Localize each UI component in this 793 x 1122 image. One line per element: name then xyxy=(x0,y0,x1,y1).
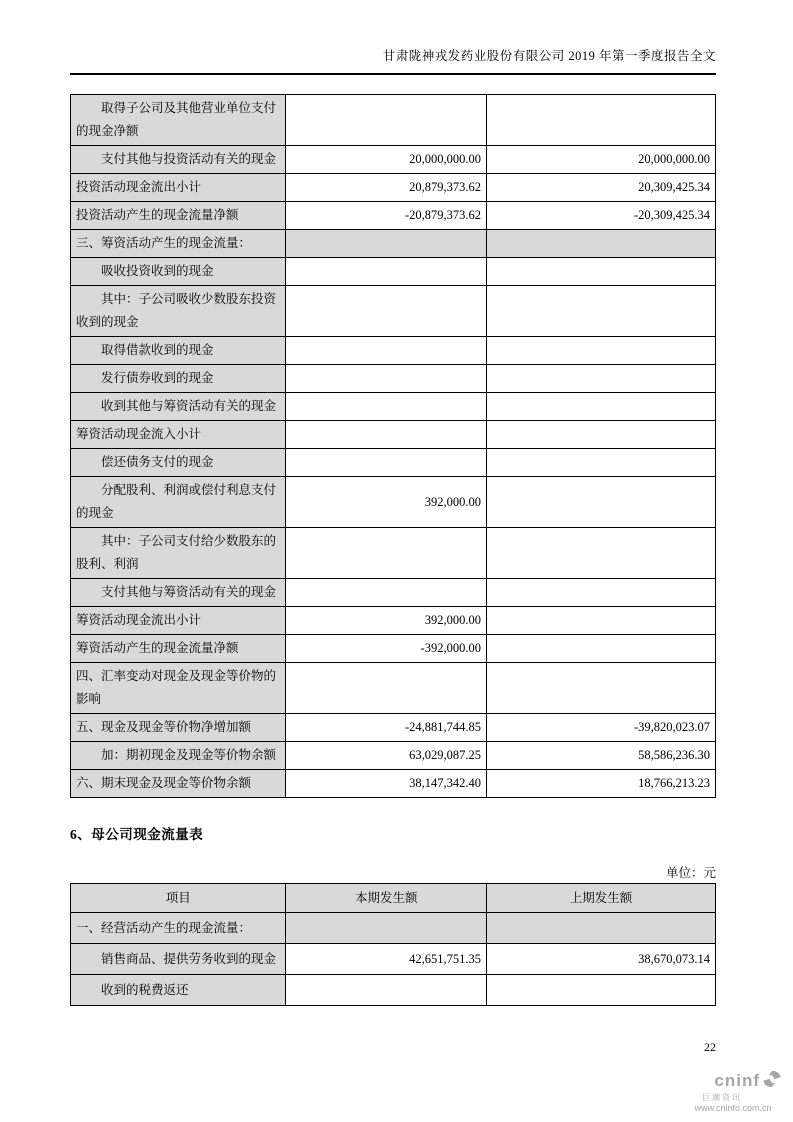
cash-flow-table-consolidated xyxy=(70,94,716,798)
table-row xyxy=(71,607,716,635)
current-period-value: 38,147,342.40 xyxy=(286,770,487,798)
table-row xyxy=(71,913,716,944)
previous-period-value xyxy=(487,365,716,393)
table-row xyxy=(71,528,716,579)
current-period-value: 42,651,751.35 xyxy=(286,944,487,975)
table-row xyxy=(71,975,716,1006)
table-row xyxy=(71,449,716,477)
current-period-value xyxy=(286,449,487,477)
current-period-value xyxy=(286,975,487,1006)
cninfo-watermark xyxy=(678,1070,788,1114)
document-header xyxy=(70,0,716,75)
column-header: 项目 xyxy=(71,884,286,913)
column-header: 本期发生额 xyxy=(286,884,487,913)
previous-period-value xyxy=(487,421,716,449)
previous-period-value xyxy=(487,528,716,579)
table-row xyxy=(71,337,716,365)
table-row xyxy=(71,579,716,607)
row-label: 筹资活动现金流入小计 xyxy=(71,421,286,449)
table-row xyxy=(71,421,716,449)
current-period-value xyxy=(286,579,487,607)
cninfo-url: www.cninfo.com.cn xyxy=(694,1103,772,1114)
previous-period-value xyxy=(487,913,716,944)
table-row xyxy=(71,202,716,230)
row-label: 投资活动产生的现金流量净额 xyxy=(71,202,286,230)
row-label: 支付其他与投资活动有关的现金 xyxy=(71,146,286,174)
table-row xyxy=(71,230,716,258)
previous-period-value: 20,000,000.00 xyxy=(487,146,716,174)
page-number: 22 xyxy=(704,1040,716,1054)
cninfo-swirl-icon xyxy=(762,1070,782,1093)
row-label: 取得借款收到的现金 xyxy=(71,337,286,365)
previous-period-value: 20,309,425.34 xyxy=(487,174,716,202)
table-row xyxy=(71,393,716,421)
row-label: 其中：子公司吸收少数股东投资收到的现金 xyxy=(71,286,286,337)
previous-period-value: 18,766,213.23 xyxy=(487,770,716,798)
table-row xyxy=(71,174,716,202)
previous-period-value xyxy=(487,393,716,421)
table-row xyxy=(71,944,716,975)
previous-period-value xyxy=(487,607,716,635)
row-label: 加：期初现金及现金等价物余额 xyxy=(71,742,286,770)
previous-period-value xyxy=(487,663,716,714)
cash-flow-table-parent-company xyxy=(70,883,716,1006)
row-label: 销售商品、提供劳务收到的现金 xyxy=(71,944,286,975)
current-period-value xyxy=(286,421,487,449)
previous-period-value xyxy=(487,95,716,146)
previous-period-value xyxy=(487,230,716,258)
cninfo-chinese-name: 巨潮资讯 xyxy=(702,1092,742,1102)
row-label: 吸收投资收到的现金 xyxy=(71,258,286,286)
current-period-value xyxy=(286,528,487,579)
row-label: 支付其他与筹资活动有关的现金 xyxy=(71,579,286,607)
previous-period-value xyxy=(487,449,716,477)
current-period-value xyxy=(286,258,487,286)
previous-period-value xyxy=(487,635,716,663)
table-row xyxy=(71,635,716,663)
current-period-value: 20,879,373.62 xyxy=(286,174,487,202)
table-row xyxy=(71,714,716,742)
table-row xyxy=(71,663,716,714)
table-header-row xyxy=(71,884,716,913)
current-period-value: 392,000.00 xyxy=(286,607,487,635)
row-label: 分配股利、利润或偿付利息支付的现金 xyxy=(71,477,286,528)
table-row xyxy=(71,258,716,286)
row-label: 取得子公司及其他营业单位支付的现金净额 xyxy=(71,95,286,146)
current-period-value xyxy=(286,337,487,365)
current-period-value xyxy=(286,230,487,258)
current-period-value xyxy=(286,393,487,421)
row-label: 收到其他与筹资活动有关的现金 xyxy=(71,393,286,421)
section-heading: 6、母公司现金流量表 xyxy=(70,827,204,842)
previous-period-value xyxy=(487,477,716,528)
row-label: 五、现金及现金等价物净增加额 xyxy=(71,714,286,742)
row-label: 其中：子公司支付给少数股东的股利、利润 xyxy=(71,528,286,579)
unit-label: 单位：元 xyxy=(665,866,716,880)
previous-period-value: -39,820,023.07 xyxy=(487,714,716,742)
row-label: 偿还债务支付的现金 xyxy=(71,449,286,477)
cninfo-logo-text: cninf xyxy=(714,1070,760,1090)
previous-period-value xyxy=(487,258,716,286)
current-period-value xyxy=(286,913,487,944)
current-period-value: 63,029,087.25 xyxy=(286,742,487,770)
row-label: 四、汇率变动对现金及现金等价物的影响 xyxy=(71,663,286,714)
previous-period-value: -20,309,425.34 xyxy=(487,202,716,230)
row-label: 收到的税费返还 xyxy=(71,975,286,1006)
current-period-value: 20,000,000.00 xyxy=(286,146,487,174)
table-row xyxy=(71,286,716,337)
current-period-value xyxy=(286,365,487,393)
current-period-value xyxy=(286,663,487,714)
previous-period-value: 58,586,236.30 xyxy=(487,742,716,770)
current-period-value: 392,000.00 xyxy=(286,477,487,528)
row-label: 筹资活动现金流出小计 xyxy=(71,607,286,635)
table-row xyxy=(71,146,716,174)
row-label: 一、经营活动产生的现金流量： xyxy=(71,913,286,944)
table-row xyxy=(71,365,716,393)
current-period-value xyxy=(286,286,487,337)
table-row xyxy=(71,770,716,798)
column-header: 上期发生额 xyxy=(487,884,716,913)
current-period-value: -392,000.00 xyxy=(286,635,487,663)
previous-period-value xyxy=(487,975,716,1006)
previous-period-value xyxy=(487,286,716,337)
row-label: 三、筹资活动产生的现金流量： xyxy=(71,230,286,258)
previous-period-value: 38,670,073.14 xyxy=(487,944,716,975)
current-period-value: -20,879,373.62 xyxy=(286,202,487,230)
row-label: 发行债券收到的现金 xyxy=(71,365,286,393)
current-period-value xyxy=(286,95,487,146)
row-label: 六、期末现金及现金等价物余额 xyxy=(71,770,286,798)
previous-period-value xyxy=(487,337,716,365)
table-row xyxy=(71,477,716,528)
previous-period-value xyxy=(487,579,716,607)
table-row xyxy=(71,95,716,146)
row-label: 投资活动现金流出小计 xyxy=(71,174,286,202)
current-period-value: -24,881,744.85 xyxy=(286,714,487,742)
document-title: 甘肃陇神戎发药业股份有限公司 2019 年第一季度报告全文 xyxy=(382,49,716,63)
table-row xyxy=(71,742,716,770)
row-label: 筹资活动产生的现金流量净额 xyxy=(71,635,286,663)
